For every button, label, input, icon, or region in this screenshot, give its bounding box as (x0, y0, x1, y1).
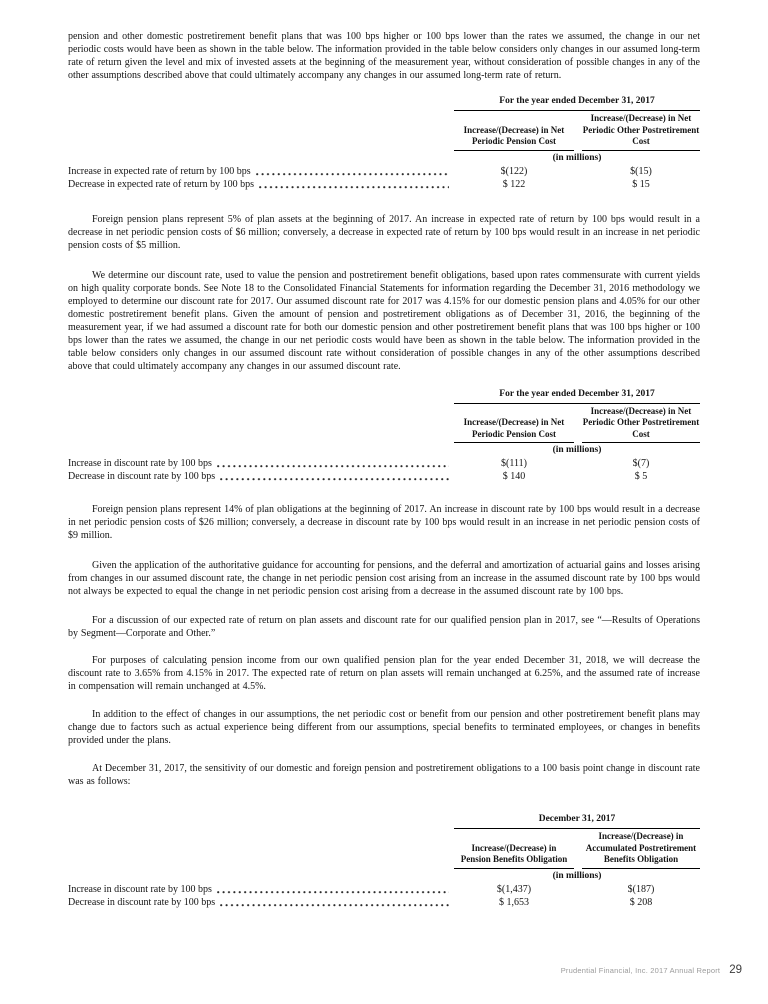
column-header-line: Accumulated Postretirement (585, 842, 697, 853)
column-header-line: Cost (632, 136, 650, 146)
table-row (68, 470, 700, 483)
column-header-line: Periodic Other Postretirement (582, 124, 700, 135)
paragraph-authoritative-guidance: Given the application of the authoritative guidance for accounting for pensions, and the deferral and amortization of actuarial gains and losses arising from changes in our assumed discount rate, the change in net periodic pension cost arising from an increase in the assumed discount rate by 100 bps would not always be expected to equal the change in net periodic pension cost arising from a decrease in the assumed discount rate by 100 bps. (68, 560, 700, 597)
table-header-area (454, 95, 700, 165)
pension-cost-value: $ 122 (502, 178, 526, 190)
table-column-headers (454, 113, 700, 151)
row-label: Increase in discount rate by 100 bps (68, 458, 212, 469)
dot-leader (217, 891, 449, 894)
expected-rate-of-return-cost-sensitivity-table (68, 95, 700, 191)
postretirement-obligation-value: $ 208 (629, 896, 653, 908)
column-header-line: Increase/(Decrease) in Net (590, 405, 692, 416)
paragraph-other-factors: In addition to the effect of changes in our assumptions, the net periodic cost or benefit from our pension and other postretirement benefit plans may change due to factors such as actual experience being different from our assumptions, special benefits to terminated employees, or changes in benefits provided under the plans. (68, 709, 700, 746)
postretirement-cost-value: $(15) (630, 165, 652, 177)
table-column-headers (454, 831, 700, 869)
page-content (68, 30, 700, 909)
table-period-header: December 31, 2017 (454, 813, 700, 829)
dot-leader (256, 173, 449, 176)
row-label: Decrease in expected rate of return by 100 bps (68, 178, 255, 190)
column-header-line: Periodic Pension Cost (472, 136, 556, 146)
row-label: Decrease in discount rate by 100 bps (68, 471, 216, 482)
paragraph-return-sensitivity-intro: pension and other domestic postretirement benefit plans that was 100 bps higher or 100 bps lower than the rates we assumed, the change in our net periodic costs would have been as shown in the table below. The information provided in the table below considers only changes in our assumed long-term rate of return given the level and mix of invested assets at the beginning of the measurement year, without consideration of possible changes in any of the other assumptions described above that could ultimately accompany any changes in our assumed long-term rate of return. (68, 31, 700, 81)
column-header-net-periodic-postretirement-cost (582, 406, 700, 444)
column-header-line: Increase/(Decrease) in (598, 831, 684, 841)
page-number: 29 (729, 964, 742, 976)
row-label: Decrease in discount rate by 100 bps (68, 896, 216, 908)
paragraph-foreign-plans-return: Foreign pension plans represent 5% of plan assets at the beginning of 2017. An increase in expected rate of return by 100 bps would result in a decrease in net periodic pension costs of $6 million; conversely, a decrease in expected rate of return by 100 bps would result in an increase in net periodic pension costs of $5 million. (68, 213, 700, 251)
column-header-line: Increase/(Decrease) in Net (463, 124, 565, 135)
column-header-line: Increase/(Decrease) in Net (463, 417, 565, 427)
units-label: (in millions) (552, 152, 602, 163)
row-label-area (68, 470, 454, 483)
column-header-accumulated-postretirement-obligation (582, 831, 700, 869)
column-header-net-periodic-pension-cost (454, 406, 574, 444)
column-header-line: Cost (632, 428, 650, 439)
row-label: Increase in discount rate by 100 bps (68, 883, 212, 895)
table-header-area (454, 813, 700, 883)
dot-leader (220, 904, 449, 907)
column-header-line: Pension Benefits Obligation (460, 854, 568, 864)
pension-obligation-value: $(1,437) (496, 883, 532, 895)
paragraph-foreign-plans-discount: Foreign pension plans represent 14% of plan obligations at the beginning of 2017. An increase in discount rate by 100 bps would result in a decrease in net periodic pension costs of $26 million; conversely, a decrease in discount rate by 100 bps would result in an increase in net periodic pension costs of $9 million. (68, 504, 700, 541)
table-row (68, 883, 700, 896)
pension-cost-value: $ 140 (502, 471, 526, 482)
column-header-line: Increase/(Decrease) in Net (590, 113, 692, 123)
discount-rate-obligation-sensitivity-table (68, 813, 700, 909)
row-label: Increase in expected rate of return by 100 bps (68, 165, 251, 177)
units-label: (in millions) (552, 870, 602, 881)
pension-cost-value: $(122) (500, 165, 528, 177)
table-row (68, 165, 700, 178)
table-period-header: For the year ended December 31, 2017 (454, 95, 700, 111)
column-header-line: Periodic Other Postretirement (582, 417, 700, 427)
pension-obligation-value: $ 1,653 (499, 896, 529, 908)
units-label: (in millions) (552, 445, 602, 455)
dot-leader (217, 465, 449, 468)
row-label-area (68, 178, 454, 191)
postretirement-cost-value: $(7) (632, 458, 650, 469)
paragraph-2018-assumptions: For purposes of calculating pension income from our own qualified pension plan for the year ended December 31, 2018, we will decrease the discount rate to 3.65% from 4.15% in 2017. The expected rate of return on plan assets will remain unchanged at 6.25%, and the assumed rate of increase in compensation will remain unchanged at 4.5%. (68, 655, 700, 692)
column-header-net-periodic-pension-cost (454, 113, 574, 151)
postretirement-cost-value: $ 5 (634, 471, 648, 482)
dot-leader (220, 478, 449, 481)
dot-leader (259, 186, 449, 189)
paragraph-see-reference: For a discussion of our expected rate of return on plan assets and discount rate for our qualified pension plan in 2017, see “—Results of Operations by Segment—Corporate and Other.” (68, 615, 700, 639)
column-header-pension-benefits-obligation (454, 831, 574, 869)
column-header-net-periodic-postretirement-cost (582, 113, 700, 151)
row-label-area (68, 883, 454, 896)
column-header-line: Periodic Pension Cost (472, 428, 556, 439)
column-header-line: Benefits Obligation (603, 854, 679, 864)
table-column-headers (454, 406, 700, 444)
pension-cost-value: $(111) (501, 458, 527, 469)
postretirement-obligation-value: $(187) (627, 883, 655, 895)
table-row (68, 457, 700, 470)
table-row (68, 896, 700, 909)
postretirement-cost-value: $ 15 (632, 178, 650, 190)
paragraph-obligation-sensitivity-intro: At December 31, 2017, the sensitivity of our domestic and foreign pension and postretirement obligations to a 100 basis point change in discount rate was as follows: (68, 763, 700, 787)
row-label-area (68, 165, 454, 178)
report-name: Prudential Financial, Inc. 2017 Annual Report (560, 965, 721, 975)
row-label-area (68, 896, 454, 909)
table-period-header: For the year ended December 31, 2017 (454, 388, 700, 404)
column-header-line: Increase/(Decrease) in (471, 842, 557, 853)
paragraph-discount-rate-determination: We determine our discount rate, used to value the pension and postretirement benefit obligations, based upon rates commensurate with current yields on high quality corporate bonds. See Note 18 to the Consolidated Financial Statements for information regarding the December 31, 2016 methodology we employed to determine our discount rate for 2017. Our assumed discount rate for 2017 was 4.15% for our domestic pension plans and 4.05% for our other domestic postretirement benefit plans. Given the amount of pension and postretirement obligations as of December 31, 2016, the beginning of the measurement year, if we had assumed a discount rate for both our domestic pension and other postretirement benefit plans that was 100 bps higher or 100 bps lower than the rates we assumed, the change in our net periodic costs would have been as shown in the table below. The information provided in the table below considers only changes in our assumed discount rate without consideration of possible changes in any of the other assumptions described above that could ultimately accompany any changes in our assumed discount rate. (68, 269, 700, 372)
row-label-area (68, 457, 454, 470)
page-footer (561, 964, 742, 976)
discount-rate-cost-sensitivity-table (68, 388, 700, 484)
table-row (68, 178, 700, 191)
table-header-area (454, 388, 700, 458)
